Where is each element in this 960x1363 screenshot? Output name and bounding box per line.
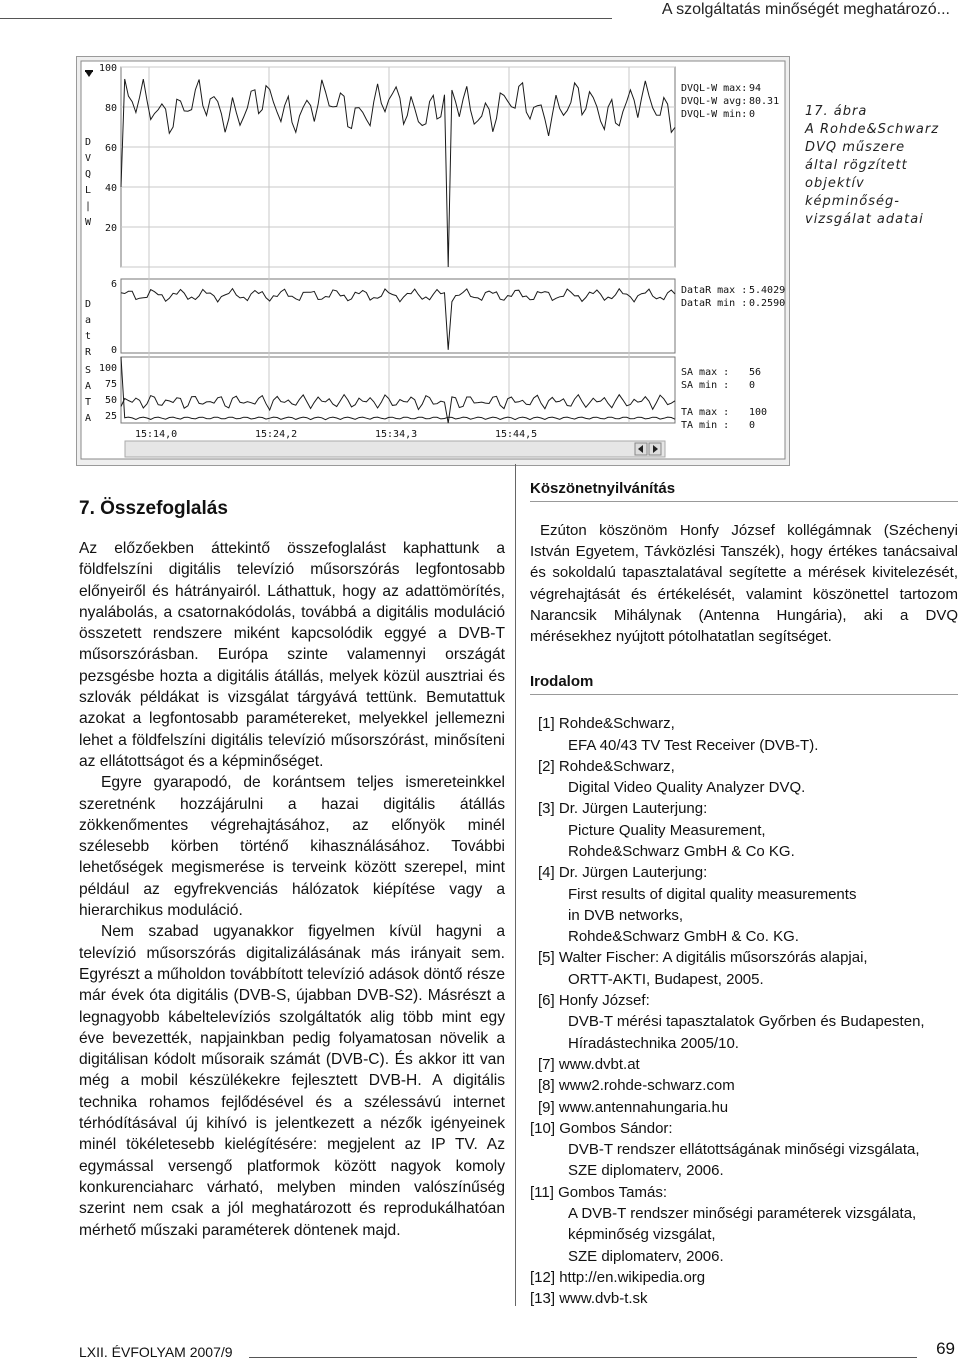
tick-label: 20	[104, 223, 117, 234]
journal-issue: LXII. ÉVFOLYAM 2007/9	[79, 1344, 233, 1360]
reference-number: [2]	[538, 757, 555, 775]
datar-stat-label: DataR max :	[681, 285, 748, 296]
reference-text: First results of digital quality measurements	[568, 885, 857, 903]
tick-label: 75	[104, 379, 117, 390]
axis-letter: A	[85, 413, 92, 424]
axis-letter: A	[85, 381, 92, 392]
reference-text: EFA 40/43 TV Test Receiver (DVB-T).	[568, 736, 819, 754]
footer-rule	[249, 1357, 917, 1358]
reference-item	[530, 862, 958, 947]
page-footer	[79, 1339, 957, 1363]
reference-text: SZE diplomaterv, 2006.	[568, 1247, 724, 1265]
reference-text: Gombos Tamás:	[558, 1183, 668, 1201]
page-number: 69	[936, 1339, 955, 1358]
axis-letter: W	[85, 217, 92, 228]
axis-letter: T	[85, 397, 92, 408]
dvql-stat-label: DVQL-W min:	[681, 109, 748, 120]
reference-text: in DVB networks,	[568, 906, 684, 924]
time-label: 15:14,0	[135, 429, 178, 440]
reference-text: Rohde&Schwarz,	[558, 715, 675, 733]
reference-number: [7]	[538, 1055, 555, 1073]
summary-paragraph: Nem szabad ugyanakkor figyelmen kívül hagyni a televízió műsorszórás digitalizálásának más irányait sem. Egyrészt a műholdon továbbított televízió adások döntő része már évek óta digitális (DVB-S, újabban DVB-S2). Másrészt a legnagyobb kábeltelevíziós szolgáltatók alig több mint egy éve bevezették, napjainkban pedig folyamatosan növelik a digitálisan kódolt műsoraik számát (DVB-C). És akkor itt van még a mobil készülékekre fejlesztett DVB-H. A digitális technika rohamos fejlődésével és a szélessávú internet térhódításával új kihívó is jelentkezett a nézők igényeinek minél tökéletesebb kielégítésére: megjelent az IP TV. Az egymással versengő platformok között nagyok komoly konkurenciaharc várható, melyben minden valószínűség szerint nem csak a jól meghatározott és reprodukálhatóan mérhető műszaki paraméterek döntenek majd.	[79, 923, 505, 1239]
running-header	[0, 0, 960, 22]
reference-text[interactable]: www.dvb-t.sk	[559, 1290, 648, 1308]
axis-letter: Q	[85, 169, 92, 180]
header-rule	[0, 18, 612, 19]
reference-text: Rohde&Schwarz GmbH & Co. KG.	[568, 928, 799, 946]
reference-number: [12]	[530, 1268, 556, 1286]
axis-letter: a	[85, 315, 92, 326]
reference-text: Híradástechnika 2005/10.	[568, 1034, 739, 1052]
dvql-stat-value: 0	[749, 109, 756, 120]
axis-letter: |	[85, 201, 92, 212]
caption-line: képminőség-	[805, 194, 900, 209]
axis-letter: R	[85, 347, 92, 358]
reference-number: [9]	[538, 1098, 555, 1116]
tick-label: 80	[104, 103, 117, 114]
acknowledgement	[530, 520, 958, 647]
acknowledgement-title: Köszönetnyilvánítás	[530, 480, 958, 502]
ta-stat-label: TA max :	[681, 407, 730, 418]
tick-label: 0	[110, 345, 117, 356]
reference-number: [6]	[538, 992, 555, 1010]
ta-stat-value: 0	[749, 420, 756, 431]
running-header-title: A szolgáltatás minőségét meghatározó...	[661, 1, 950, 18]
reference-text: Rohde&Schwarz GmbH & Co KG.	[568, 843, 795, 860]
right-column	[530, 480, 958, 1310]
caption-line: DVQ műszere	[805, 140, 906, 155]
reference-text: Digital Video Quality Analyzer DVQ.	[568, 779, 806, 797]
reference-item	[530, 1097, 958, 1118]
reference-text: ORTT-AKTI, Budapest, 2005.	[568, 970, 764, 988]
ta-stat-value: 100	[749, 407, 768, 418]
tick-label: 100	[98, 363, 117, 374]
reference-text: Picture Quality Measurement,	[568, 821, 766, 839]
reference-number: [13]	[530, 1290, 556, 1308]
reference-text: Walter Fischer: A digitális műsorszórás alapjai,	[558, 949, 868, 967]
reference-text: Dr. Jürgen Lauterjung:	[558, 800, 708, 818]
reference-item	[530, 798, 958, 862]
datar-stat-label: DataR min :	[681, 298, 748, 309]
reference-number: [1]	[538, 715, 555, 733]
sa-stat-label: SA max :	[681, 367, 730, 378]
summary-paragraph: Az előzőekben áttekintő összefoglalást kaphattunk a földfelszíni digitális televízió műsorszórás legfontosabb előnyeiről és hátrányairól. Láthattuk, hogy az adattömörítés, nyalábolás, a csatornakódolás, továbbá a digitális moduláció összetett rendszere miként kapcsolódik eggyé a DVB-T műsorszórásban. Európa szinte valamennyi országát pezsgésbe hozta a digitális átállás, melyek közül ausztriai és szlovák példákat is vizsgálat tárgyává tettünk. Bemutattuk azokat a legfontosabb paramétereket, melyekkel jellemezni lehet a földfelszíni digitális televízió műsorszórást, minősíteni az ellátottságot és a képminőséget.	[79, 540, 505, 770]
reference-item	[530, 756, 958, 799]
tick-label: 50	[104, 395, 117, 406]
reference-number: [10]	[530, 1119, 556, 1137]
reference-text: Rohde&Schwarz,	[558, 757, 675, 775]
datar-stat-value: 0.2590	[749, 298, 786, 309]
reference-text: Honfy József:	[558, 992, 650, 1010]
tick-label: 6	[110, 279, 117, 290]
axis-letter: t	[85, 331, 92, 342]
acknowledgement-text: Ezúton köszönöm Honfy József kollégámnak (Széchenyi István Egyetem, Távközlési Tanszék), hogy értékes tanácsaival és sokoldalú tapasztalatával segítette a mérések kivitelezését, végrehajtását és értékelését, valamint köszönettel tartozom Narancsik Mihálynak (Antenna Hungária), aki a DVQ mérésekhez nyújtott pótolhatatlan segítséget.	[530, 522, 958, 646]
time-label: 15:44,5	[495, 429, 538, 440]
reference-number: [3]	[538, 800, 555, 818]
reference-text[interactable]: http://en.wikipedia.org	[559, 1268, 706, 1286]
reference-text: Gombos Sándor:	[559, 1119, 673, 1137]
reference-text: SZE diplomaterv, 2006.	[568, 1162, 724, 1180]
reference-item	[530, 1118, 958, 1182]
reference-number: [11]	[530, 1183, 554, 1201]
reference-item	[530, 947, 958, 990]
datar-stat-value: 5.4029	[749, 285, 786, 296]
reference-item	[530, 990, 958, 1054]
reference-text[interactable]: www.dvbt.at	[558, 1055, 640, 1073]
dvql-stat-label: DVQL-W max:	[681, 83, 748, 94]
axis-letter: D	[85, 299, 92, 310]
column-divider	[515, 464, 516, 1306]
reference-list	[530, 713, 958, 1309]
references-title: Irodalom	[530, 673, 958, 695]
dvq-measurement-figure	[76, 56, 790, 466]
tick-label: 60	[104, 143, 117, 154]
sa-stat-label: SA min :	[681, 380, 730, 391]
summary-paragraph: Egyre gyarapodó, de korántsem teljes ismereteinkkel szeretnénk hozzájárulni a hazai digitális átállás zökkenőmentes végrehajtásához, az előnyök minél szélesebb körben történő kihasználásához. További lehetőségek megismerése is terveink között szerepel, mint például az egyfrekvenciás hálózatok kiépítése vagy a hierarchikus moduláció.	[79, 774, 505, 920]
dvql-stat-label: DVQL-W avg:	[681, 96, 748, 107]
dvql-stat-value: 94	[749, 83, 762, 94]
dvql-stat-value: 80.31	[749, 96, 780, 107]
reference-number: [8]	[538, 1077, 555, 1095]
figure-caption	[805, 103, 955, 229]
caption-line: objektív	[805, 176, 865, 191]
summary-section	[79, 498, 505, 1241]
reference-item	[530, 713, 958, 756]
reference-text: DVB-T mérési tapasztalatok Győrben és Budapesten,	[568, 1013, 925, 1031]
reference-text[interactable]: www.antennahungaria.hu	[558, 1098, 729, 1116]
sa-stat-value: 56	[749, 367, 762, 378]
caption-line: 17. ábra	[805, 104, 868, 119]
reference-item	[530, 1182, 958, 1267]
reference-text: Dr. Jürgen Lauterjung:	[558, 864, 708, 882]
plot-panel	[81, 61, 785, 459]
caption-line: vizsgálat adatai	[805, 212, 924, 227]
reference-item	[530, 1267, 958, 1288]
axis-letter: S	[85, 365, 92, 376]
axis-letter: L	[85, 185, 92, 196]
reference-text[interactable]: www2.rohde-schwarz.com	[558, 1077, 735, 1095]
time-label: 15:24,2	[255, 429, 298, 440]
reference-number: [4]	[538, 864, 555, 882]
reference-text: DVB-T rendszer ellátottságának minőségi vizsgálata,	[568, 1141, 920, 1159]
axis-letter: D	[85, 137, 92, 148]
reference-text: A DVB-T rendszer minőségi paraméterek vizsgálata,	[568, 1205, 917, 1223]
dvq-chart	[77, 57, 789, 465]
tick-label: 100	[98, 63, 117, 74]
ta-stat-label: TA min :	[681, 420, 730, 431]
reference-number: [5]	[538, 949, 555, 967]
reference-item	[530, 1054, 958, 1075]
time-label: 15:34,3	[375, 429, 418, 440]
sa-stat-value: 0	[749, 380, 756, 391]
reference-item	[530, 1075, 958, 1096]
tick-label: 25	[104, 411, 117, 422]
reference-text: képminőség vizsgálat,	[568, 1226, 716, 1244]
caption-line: által rögzített	[805, 158, 908, 173]
caption-line: A Rohde&Schwarz	[805, 122, 940, 137]
tick-label: 40	[104, 183, 117, 194]
axis-letter: V	[85, 153, 92, 164]
section-title: 7. Összefoglalás	[79, 498, 228, 519]
reference-item	[530, 1288, 958, 1309]
timeline-scrollbar[interactable]	[125, 441, 665, 457]
